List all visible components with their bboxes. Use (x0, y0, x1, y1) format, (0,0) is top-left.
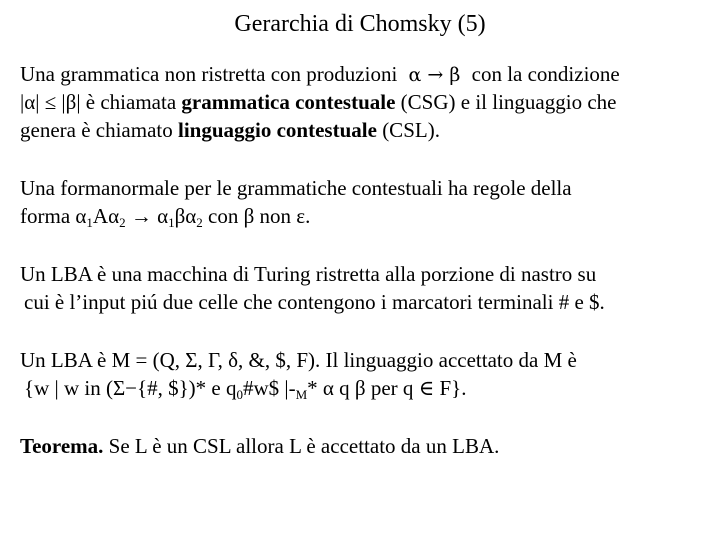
paragraph-line (20, 432, 710, 460)
paragraph-line (20, 374, 710, 402)
text-segment: * α q β per q ∈ F}. (307, 376, 467, 400)
text-segment: |α| ≤ |β| è chiamata (20, 90, 177, 114)
paragraph-line (20, 116, 710, 144)
text-segment: → α (125, 204, 169, 228)
paragraph-line (20, 88, 710, 116)
subscript: 2 (196, 215, 203, 230)
subscript: 1 (168, 215, 175, 230)
slide-title: Gerarchia di Chomsky (5) (234, 11, 486, 37)
text-segment: (CSL). (382, 118, 440, 142)
theorem-label: Teorema. (20, 434, 104, 458)
paragraph-theorem (20, 432, 710, 460)
paragraph-line: Un LBA è una macchina di Turing ristretta alla porzione di nastro su (20, 262, 597, 286)
text-segment: (CSG) e il linguaggio che (400, 90, 617, 114)
production-rule: α → β (408, 64, 461, 86)
paragraph-line: Una formanormale per le grammatiche contestuali ha regole della (20, 176, 572, 200)
term-csl: linguaggio contestuale (178, 118, 377, 142)
subscript: 2 (119, 215, 126, 230)
subscript: 0 (236, 387, 243, 402)
subscript: M (295, 387, 308, 402)
text-segment: {w | w in (Σ−{#, $})* e q (24, 376, 237, 400)
paragraph-line (20, 60, 710, 88)
subscript: 1 (86, 215, 93, 230)
paragraph-line: Un LBA è M = (Q, Σ, Γ, δ, &, $, F). Il linguaggio accettato da M è (20, 348, 577, 372)
paragraph-line (20, 202, 710, 230)
text-segment: con la condizione (471, 62, 620, 86)
text-segment: con β non ε. (202, 204, 311, 228)
text-segment: genera è chiamato (20, 118, 173, 142)
paragraph-line: cui è l’input piú due celle che contengono i marcatori terminali # e $. (24, 290, 605, 314)
text-segment: forma α (20, 204, 87, 228)
paragraph-csg-definition (20, 60, 710, 144)
text-segment: Aα (92, 204, 120, 228)
text-segment: βα (174, 204, 197, 228)
theorem-text: Se L è un CSL allora L è accettato da un LBA. (103, 434, 500, 458)
paragraph-normal-form (20, 174, 710, 230)
text-segment: #w$ |- (242, 376, 296, 400)
term-csg: grammatica contestuale (181, 90, 396, 114)
paragraph-lba-language (20, 346, 710, 402)
paragraph-lba-description (20, 260, 710, 316)
text-segment: Una grammatica non ristretta con produzioni (20, 62, 398, 86)
